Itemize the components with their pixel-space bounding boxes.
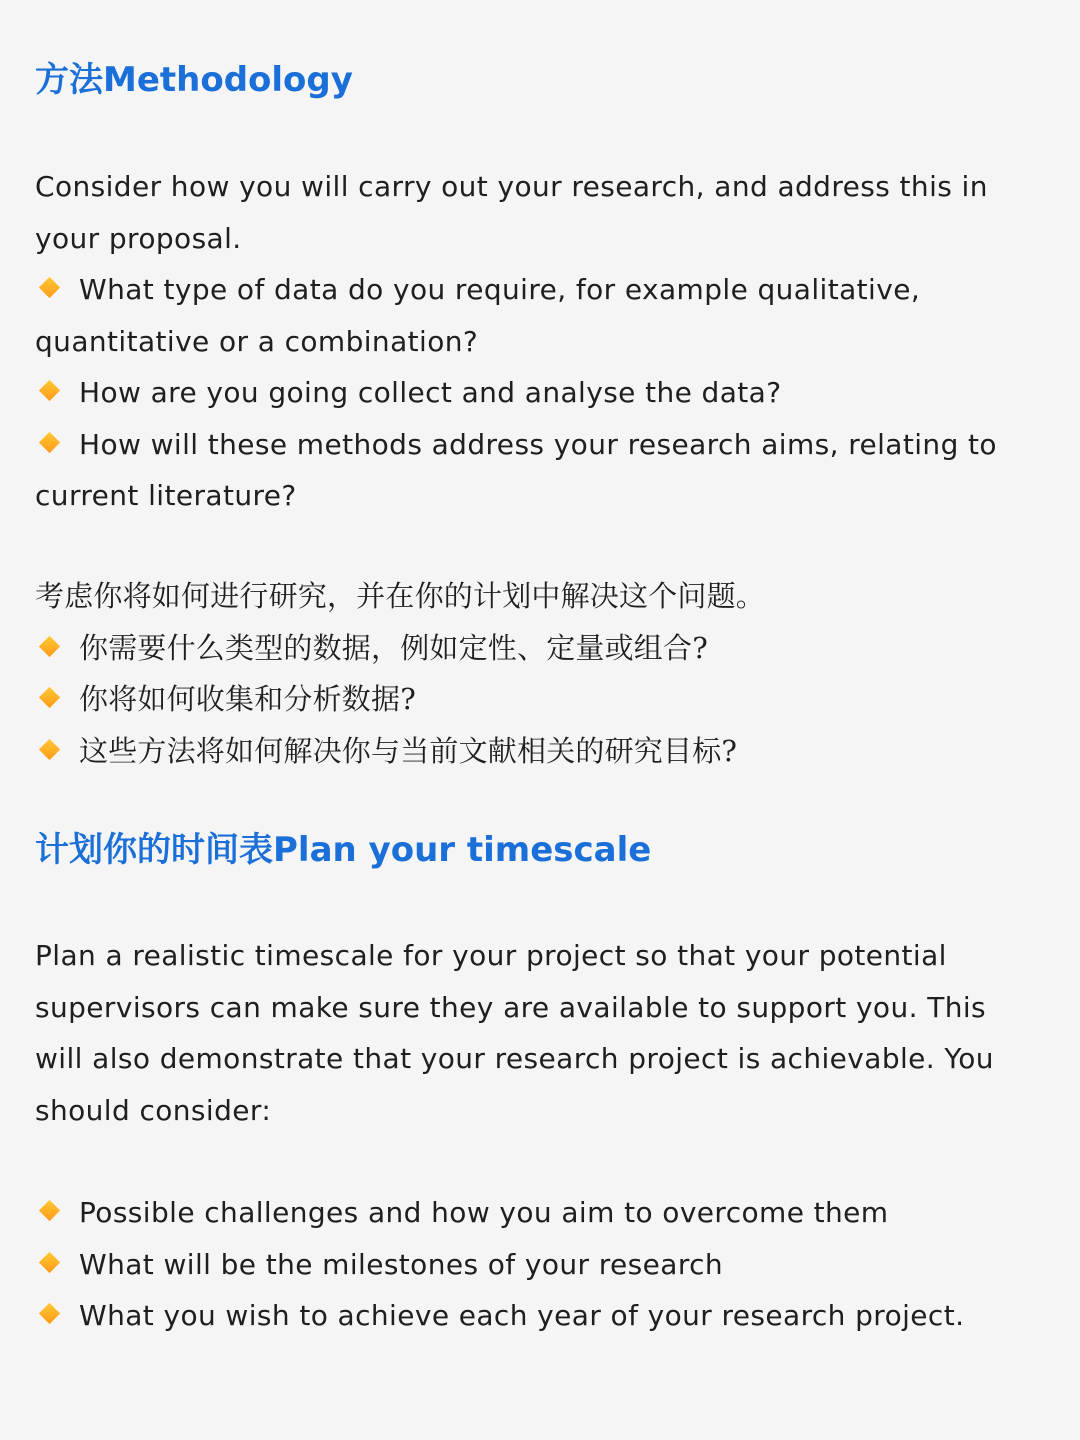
orange-diamond-icon (39, 1303, 60, 1324)
list-item (35, 367, 1045, 419)
list-item-text: How are you going collect and analyse the data? (79, 376, 782, 409)
methodology-intro-line: your proposal. (35, 221, 242, 255)
methodology-en-block (35, 161, 1045, 522)
orange-diamond-icon (39, 635, 60, 656)
list-item-text: What you wish to achieve each year of your research project. (79, 1299, 965, 1332)
methodology-intro-line: Consider how you will carry out your research, and address this in (35, 170, 988, 203)
methodology-cn-block (35, 571, 1045, 777)
list-item (35, 1239, 1045, 1291)
list-item-continuation: current literature? (35, 479, 297, 512)
orange-diamond-icon (39, 277, 60, 298)
list-item (35, 623, 1045, 675)
list-item-text: How will these methods address your research aims, relating to (79, 427, 997, 461)
list-item (35, 419, 1045, 471)
orange-diamond-icon (39, 1200, 60, 1221)
methodology-cn-intro: 考虑你将如何进行研究，并在你的计划中解决这个问题。 (35, 579, 766, 613)
orange-diamond-icon (39, 380, 60, 401)
list-item (35, 264, 1045, 316)
timescale-line: Plan a realistic timescale for your project so that your potential (35, 939, 947, 972)
timescale-list (35, 1187, 1045, 1342)
orange-diamond-icon (39, 738, 60, 759)
orange-diamond-icon (39, 431, 60, 452)
timescale-line: should consider: (35, 1093, 272, 1127)
list-item-text: 这些方法将如何解决你与当前文献相关的研究目标? (79, 733, 738, 768)
list-item (35, 674, 1045, 726)
list-item (35, 1290, 1045, 1342)
list-item (35, 726, 1045, 778)
list-item-continuation: quantitative or a combination? (35, 324, 479, 358)
timescale-line: will also demonstrate that your research project is achievable. You (35, 1042, 994, 1075)
list-item-text: What type of data do you require, for example qualitative, (79, 273, 921, 306)
methodology-heading: 方法Methodology (35, 60, 353, 100)
orange-diamond-icon (39, 1251, 60, 1272)
timescale-paragraph (35, 930, 1045, 1136)
timescale-heading: 计划你的时间表Plan your timescale (35, 830, 652, 870)
orange-diamond-icon (39, 687, 60, 708)
list-item-text: What will be the milestones of your research (79, 1247, 724, 1281)
timescale-line: supervisors can make sure they are available to support you. This (35, 990, 987, 1024)
list-item-text: 你将如何收集和分析数据? (79, 682, 416, 716)
list-item-text: Possible challenges and how you aim to overcome them (79, 1196, 889, 1229)
list-item (35, 1187, 1045, 1239)
list-item-text: 你需要什么类型的数据，例如定性、定量或组合? (79, 630, 708, 665)
